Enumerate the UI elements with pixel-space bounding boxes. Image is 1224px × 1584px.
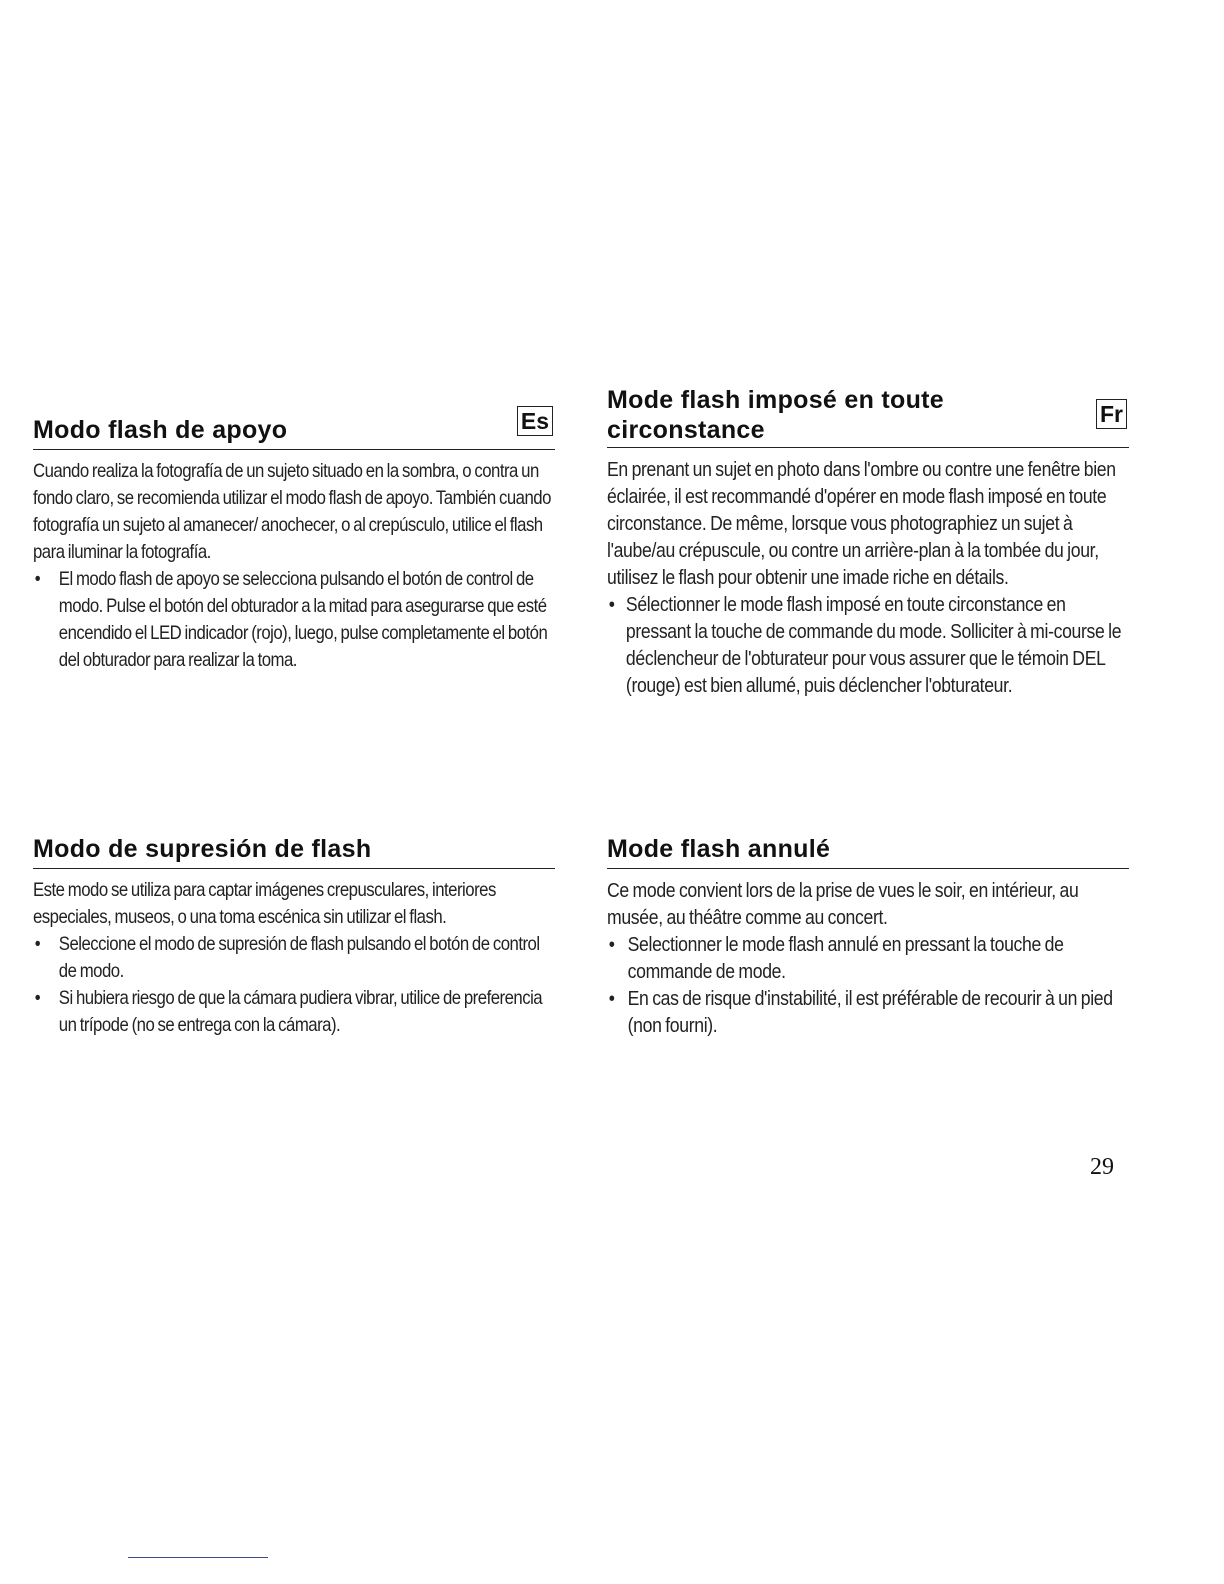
list-item-text: Seleccione el modo de supresión de flash pulsando el botón de control de modo. [58,933,540,982]
list-item-text: En cas de risque d'instabilité, il est préférable de recourir à un pied (non fourni). [627,987,1113,1037]
section-header [607,830,1129,869]
language-badge-es: Es [517,406,553,436]
section-paragraph: Ce mode convient lors de la prise de vues le soir, en intérieur, au musée, au théâtre comme au concert. [607,879,1079,929]
bullet-list [607,591,1128,699]
list-item [33,985,554,1039]
bullet-icon: • [608,933,615,956]
bullet-icon: • [34,987,41,1009]
section-es-supresion [33,830,555,1039]
section-title [607,385,944,445]
section-title: Mode flash annulé [607,835,831,863]
list-item-text: El modo flash de apoyo se selecciona pulsando el botón de control de modo. Pulse el botón del obturador a la mitad para asegurarse que esté encendido el LED indicador (rojo), luego, pulse completamente el botón del obturador para realizar la toma. [58,568,548,671]
list-item-text: Si hubiera riesgo de que la cámara pudiera vibrar, utilice de preferencia un trípode (no se entrega con la cámara). [58,987,543,1036]
list-item [33,566,554,674]
section-title-line-1: Mode flash imposé en toute [607,386,944,414]
language-badge-fr: Fr [1096,399,1127,429]
section-title: Modo de supresión de flash [33,835,372,863]
section-paragraph: Este modo se utiliza para captar imágenes crepusculares, interiores especiales, museos, o una toma escénica sin utilizar el flash. [33,879,496,928]
list-item-text: Sélectionner le mode flash imposé en toute circonstance en pressant la touche de commande du mode. Solliciter à mi-course le déclencheur de l'obturateur pour vous assurer que le témoin DEL (rouge) est bien allumé, puis déclencher l'obturateur. [625,593,1122,697]
bullet-icon: • [34,933,41,955]
list-item [607,591,1128,699]
section-header [33,830,555,869]
bullet-list [607,931,1128,1039]
list-item [33,931,554,985]
bullet-list [33,566,554,674]
section-title: Modo flash de apoyo [33,416,288,444]
section-header [33,383,555,450]
footer-divider [128,1557,268,1558]
list-item-text: Selectionner le mode flash annulé en pressant la touche de commande de mode. [627,933,1064,983]
page-number: 29 [1090,1154,1114,1180]
section-fr-flash-impose [607,381,1129,699]
bullet-icon: • [34,568,41,590]
section-paragraph: Cuando realiza la fotografía de un sujeto situado en la sombra, o contra un fondo claro, se recomienda utilizar el modo flash de apoyo. También cuando fotografía un sujeto al amanecer/ anochecer, o al crepúsculo, utilice el flash para iluminar la fotografía. [33,460,551,563]
section-es-flash-apoyo [33,383,555,674]
list-item [607,931,1128,985]
section-paragraph: En prenant un sujet en photo dans l'ombre ou contre une fenêtre bien éclairée, il est recommandé d'opérer en mode flash imposé en toute circonstance. De même, lorsque vous photographiez un sujet à l'aube/au crépuscule, ou contre un arrière-plan à la tombée du jour, utilisez le flash pour obtenir une imade riche en détails. [607,458,1116,589]
bullet-list [33,931,554,1039]
bullet-icon: • [608,593,615,616]
section-header [607,381,1129,448]
list-item [607,985,1128,1039]
section-fr-annule [607,830,1129,1039]
section-title-line-2: circonstance [607,416,765,444]
bullet-icon: • [608,987,615,1010]
